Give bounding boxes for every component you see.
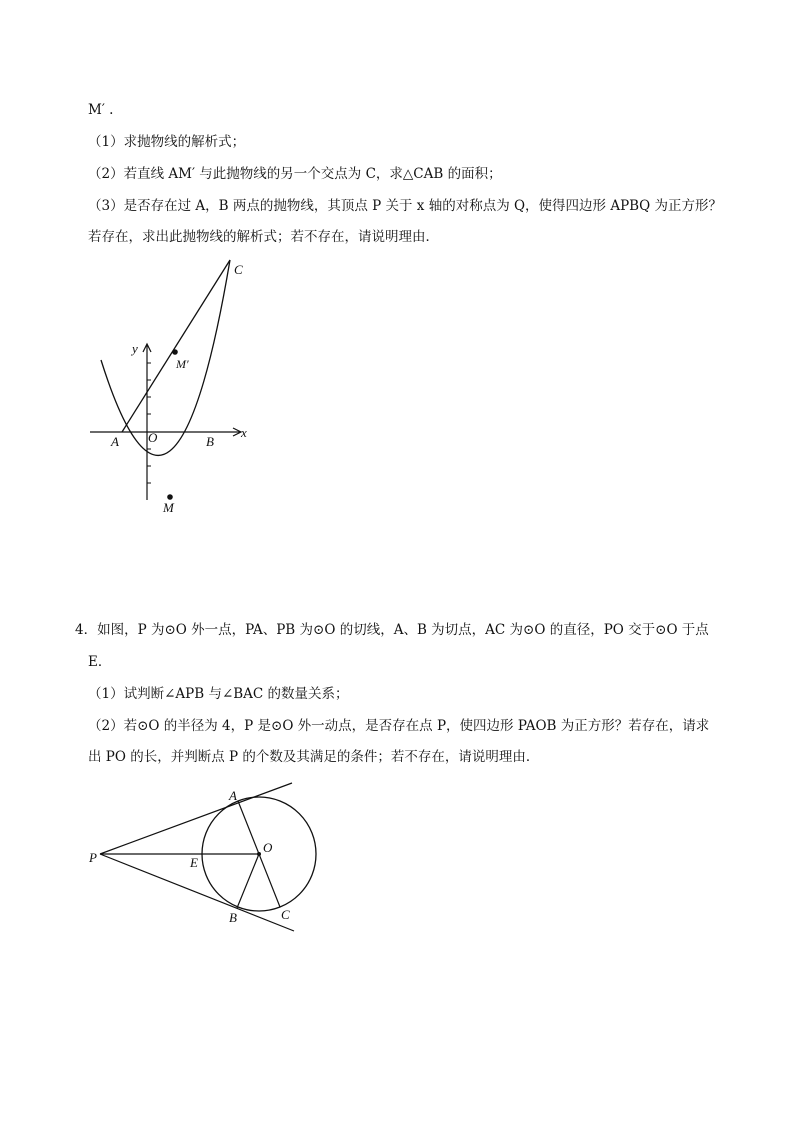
point-m: [167, 494, 173, 500]
label-b: B: [229, 910, 237, 925]
problem4-stem-1: 4．如图，P 为⊙O 外一点，PA、PB 为⊙O 的切线，A、B 为切点，AC 为⊙O 的直径，PO 交于⊙O 于点: [75, 622, 709, 638]
circle-tangent-figure: [85, 780, 325, 940]
problem4-question-1: （1）试判断∠APB 与∠BAC 的数量关系；: [88, 686, 349, 702]
problem4-stem-2: E．: [88, 654, 112, 670]
label-o: O: [148, 430, 158, 445]
label-x: x: [241, 425, 247, 440]
label-c: C: [281, 907, 290, 922]
label-c: C: [234, 262, 243, 277]
label-o: O: [263, 840, 273, 855]
label-m-prime: M′: [176, 357, 189, 371]
label-e: E: [190, 855, 198, 870]
label-a: A: [229, 788, 237, 803]
label-b: B: [206, 434, 214, 449]
label-m: M: [163, 500, 174, 515]
problem3-question-3b: 若存在，求出此抛物线的解析式；若不存在，请说明理由．: [88, 229, 439, 245]
label-y: y: [132, 341, 138, 356]
center-point: [257, 852, 261, 856]
problem4-question-2b: 出 PO 的长，并判断点 P 的个数及其满足的条件；若不存在，请说明理由．: [88, 749, 540, 765]
y-axis-ticks: [147, 363, 151, 483]
problem3-question-1: （1）求抛物线的解析式；: [88, 134, 246, 150]
parabola-curve: [101, 260, 230, 455]
problem3-question-3a: （3）是否存在过 A，B 两点的抛物线，其顶点 P 关于 x 轴的对称点为 Q，使得四边形 APBQ 为正方形？: [88, 198, 722, 214]
parabola-figure: [80, 250, 270, 525]
label-p: P: [89, 850, 97, 865]
line-ac: [122, 260, 230, 432]
label-a: A: [111, 434, 119, 449]
problem3-line-mprime: M′ .: [88, 102, 114, 118]
problem4-question-2a: （2）若⊙O 的半径为 4，P 是⊙O 外一动点，是否存在点 P，使四边形 PAOB 为正方形？若存在，请求: [88, 718, 710, 734]
radius-ob: [237, 854, 259, 908]
problem3-question-2: （2）若直线 AM′ 与此抛物线的另一个交点为 C，求△CAB 的面积；: [88, 166, 502, 182]
point-m-prime: [172, 349, 178, 355]
